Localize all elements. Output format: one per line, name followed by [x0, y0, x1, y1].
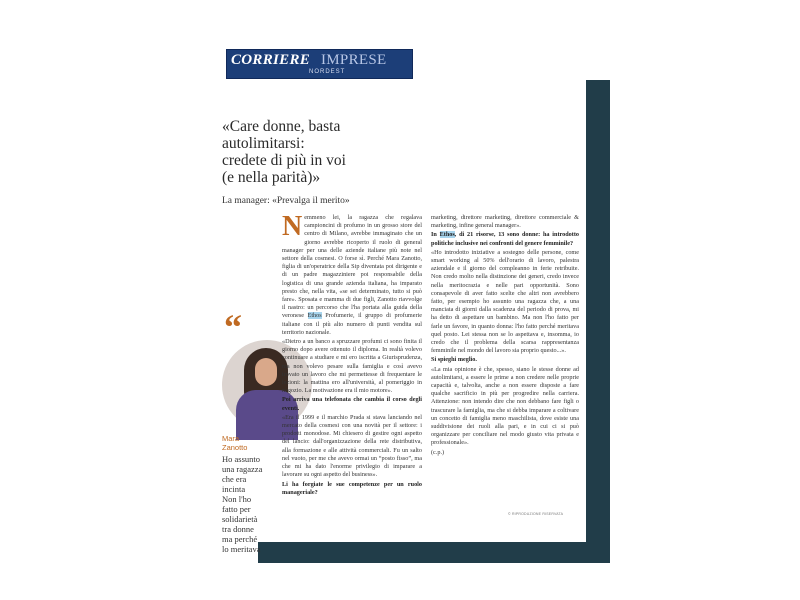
- copyright-notice: © RIPRODUZIONE RISERVATA: [508, 512, 564, 516]
- article-headline: [222, 118, 422, 186]
- intro-paragraph: Nemmeno lei, la ragazza che regalava campioncini di profumo in un grosso store del centro di Milano, avrebbe immaginato che un giorno avrebbe ricoperto il ruolo di general manager per una delle aziende italiane più note nel settore della cosmesi. O forse sì. Perché Mara Zanotto, figlia di un'operatrice della Sip diventata poi dirigente e di un padre magazziniere poi responsabile della logistica di una grande azienda italiana, ha imparato presto che, nella vita, «se sei determinato, tutto si può fare». Sposata e mamma di due figli, Zanotto riavvolge il nastro: un percorso che l'ha portata alla guida della veronese Ethos Profumerie, il gruppo di profumerie italiane con il più alto numero di punti vendita sul territorio nazionale.: [282, 211, 423, 336]
- body-paragraph: «Era il 1999 e il marchio Prada si stava lanciando nel mercato della cosmesi con una novità per il settore: i prodotti monodose. Mi chiesero di gestire ogni aspetto del lancio: dall'organizzazione della rete distributiva, alla formazione e alle attività commerciali. Fu un salto nel vuoto, per me che avevo ormai un “posto fisso”, ma che mi ha dato l'enorme privilegio di imparare a lavorare su ogni aspetto del business».: [282, 413, 422, 479]
- interview-question: Li ha forgiate le sue competenze per un ruolo manageriale?: [282, 480, 422, 496]
- headline-line: autolimitarsi:: [222, 135, 305, 152]
- body-paragraph: «Ho introdotto iniziative a sostegno delle persone, come smart working al 50% dell'orario di lavoro, palestra aziendale e il giorno del compleanno in ferie retribuite. Non credo molto nella distinzione dei generi, credo invece nella meritocrazia e nelle pari opportunità. Sono consapevole di aver fatto scelte che altri non avrebbero fatto, per esempio ho assunto una ragazza che, a una manciata di giorni dalla scadenza del periodo di prova, mi ha detto di aspettare un bambino. Ma non l'ho fatto per farle un favore, in quanto donna: l'ho fatto perché meritava quel posto. Lei stessa non se lo aspettava e, insomma, io credo che il problema della scarsa rappresentanza femminile nel mondo del lavoro sia proprio questo...».: [431, 248, 579, 355]
- quote-mark-icon: “: [224, 307, 242, 347]
- author-initials: (c.p.): [431, 448, 445, 456]
- person-name: Mara Zanotto: [222, 434, 248, 452]
- body-paragraph: «La mia opinione è che, spesso, siano le stesse donne ad autolimitarsi, a essere le prime a non credere nelle proprie capacità e, talvolta, anche a non essere disposte a fare qualche sacrificio in più per progredire nella carriera. Attenzione: non intendo dire che non debbano fare figli o trascurare la famiglia, ma che si debba imparare a coltivare un concetto di famiglia meno maschilista, dove esiste una suddivisione dei ruoli alla pari, e in cui ci si può organizzare per conciliare nel modo giusto vita privata e professionale».: [431, 365, 579, 447]
- masthead-corriere: CORRIERE: [231, 52, 311, 68]
- interview-question: In Ethos, di 21 risorse, 13 sono donne: ha introdotto politiche inclusive nei confronti del genere femminile?: [431, 231, 579, 247]
- interview-question: Si spieghi meglio.: [431, 356, 477, 364]
- newspaper-clipping: [220, 40, 586, 554]
- headline-line: (e nella parità)»: [222, 169, 321, 186]
- brand-highlight: Ethos: [307, 312, 322, 320]
- article-column-2: [431, 214, 579, 458]
- article-column-1: [282, 211, 423, 498]
- drop-cap: N: [282, 211, 303, 242]
- article-subtitle: La manager: «Prevalga il merito»: [222, 196, 350, 206]
- headline-line: credete di più in voi: [222, 152, 346, 169]
- pull-quote: Ho assunto una ragazza che era incinta Non l'ho fatto per solidarietà tra donne ma perché lo meritava: [222, 454, 263, 554]
- masthead-imprese: IMPRESE: [321, 52, 387, 68]
- brand-highlight: Ethos: [439, 231, 455, 239]
- body-paragraph: «Dietro a un banco a spruzzare profumi ci sono finita il giorno dopo avere ottenuto il diploma. In realtà volevo continuare a studiare e mi ero iscritta a Giurisprudenza, ma non volevo pesare sulla famiglia e così avevo trovato un lavoro che mi permettesse di frequentare le lezioni: la mattina ero all'università, al pomeriggio in negozio. La motivazione era il mio motore».: [282, 338, 422, 395]
- headline-line: «Care donne, basta: [222, 118, 341, 135]
- masthead-nordest: NORDEST: [309, 69, 346, 75]
- newspaper-masthead: [226, 49, 413, 79]
- interview-question: Poi arriva una telefonata che cambia il corso degli eventi.: [282, 396, 422, 412]
- body-paragraph: marketing, direttore marketing, direttore commerciale & marketing, infine general manager».: [431, 214, 579, 230]
